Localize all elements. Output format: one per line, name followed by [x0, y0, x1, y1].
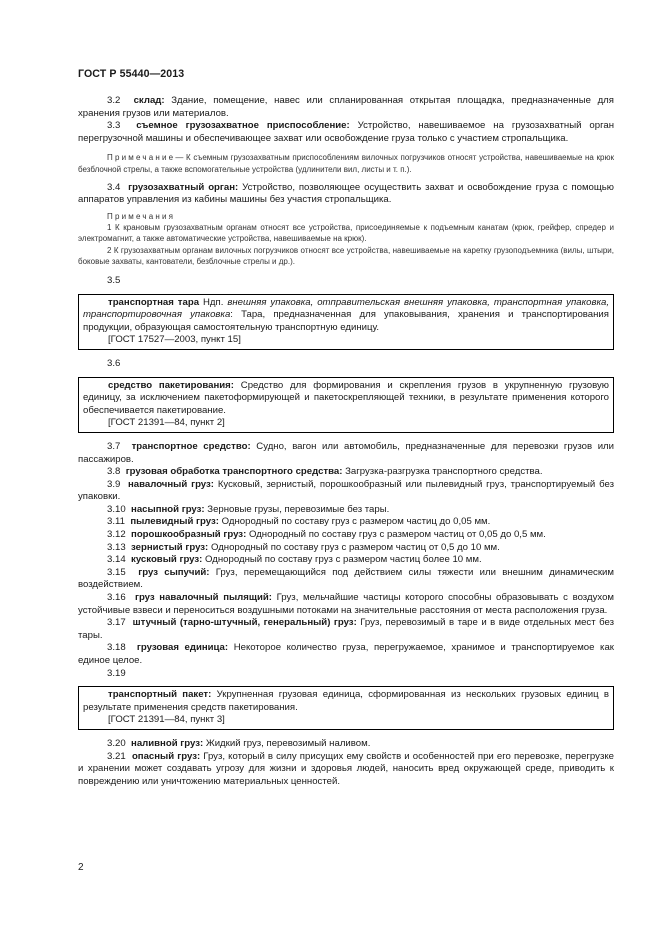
- definition: : Тара, предназначенная для упаковывания, хранения и транспортирования продукции, образующая самостоятельную транспортную единицу.: [83, 309, 609, 333]
- note-text: — К съемным грузозахватным приспособлениям вилочных погрузчиков относят устройства, навешиваемые на крюк безблочной стрелы, а также вспомогательные устройства (удлинители вил, листы и т. п.).: [78, 153, 614, 174]
- term-box-3-6: [78, 377, 614, 433]
- term: опасный груз:: [131, 750, 201, 762]
- entry-number: 3.6: [107, 357, 121, 369]
- term: грузовая обработка транспортного средства:: [125, 466, 343, 478]
- entry-3-15: 3.15 груз сыпучий: Груз, перемещающийся под действием силы тяжести или внешним динамическим воздействием.: [78, 566, 614, 591]
- entry-3-20: 3.20 наливной груз: Жидкий груз, перевозимый наливом.: [107, 737, 371, 749]
- entry-number: 3.19: [107, 667, 126, 679]
- entry-3-12: 3.12 порошкообразный груз: Однородный по составу груз с размером частиц от 0,05 до 0,5 мм.: [107, 529, 546, 541]
- definition: Судно, вагон или автомобиль, предназначенные для перевозки грузов или пассажиров.: [78, 440, 615, 465]
- term: насыпной груз:: [131, 503, 205, 515]
- note-label: Примечание: [107, 153, 176, 163]
- term: транспортная тара: [108, 296, 200, 308]
- entry-3-17: 3.17 штучный (тарно-штучный, генеральный) груз: Груз, перевозимый в таре и в виде отдельных мест без тары.: [78, 617, 614, 641]
- note-2: 2 К грузозахватным органам вилочных погрузчиков относят все устройства, навешиваемые на каретку грузоподъемника (вилы, штыри, боковые захваты, кантователи, безблочные стрелы и др.).: [78, 245, 614, 266]
- note-3-3: [78, 152, 614, 174]
- definition: Устройство, позволяющее осуществить захват и освобождение груза с помощью аппаратов управления из кабины машины без участия стропальщика.: [78, 181, 614, 206]
- definition: Однородный по составу груз с размером частиц от 0,05 до 0,5 мм.: [248, 529, 546, 541]
- definition: Жидкий груз, перевозимый наливом.: [205, 737, 371, 749]
- entry-3-3: 3.3 съемное грузозахватное приспособление: Устройство, навешиваемое на грузозахватный орган перегрузочной машины и обеспечивающее захват или освобождение груза только с участием стропальщика.: [78, 120, 614, 144]
- term: пылевидный груз:: [130, 516, 219, 528]
- entry-3-11: 3.11 пылевидный груз: Однородный по составу груз с размером частиц до 0,05 мм.: [107, 516, 491, 528]
- definition: Однородный по составу груз с размером частиц до 0,05 мм.: [221, 516, 491, 528]
- term: штучный (тарно-штучный, генеральный) груз:: [132, 617, 357, 629]
- term: грузозахватный орган:: [128, 181, 239, 193]
- term-box-3-5: [78, 294, 614, 350]
- term: транспортный пакет:: [108, 689, 212, 701]
- term: навалочный груз:: [127, 478, 214, 490]
- entry-3-19: [83, 689, 609, 714]
- entry-3-18: 3.18 грузовая единица: Некоторое количество груза, перегружаемое, хранимое и транспортируемое как единое целое.: [78, 642, 615, 667]
- document-body: [78, 95, 614, 788]
- source-reference: [ГОСТ 17527—2003, пункт 15]: [108, 334, 241, 346]
- definition: Груз, перевозимый в таре и в виде отдельных мест без тары.: [78, 617, 614, 641]
- term: кусковый груз:: [131, 554, 203, 566]
- entry-3-10: 3.10 насыпной груз: Зерновые грузы, перевозимые без тары.: [107, 503, 390, 515]
- entry-3-4: 3.4 грузозахватный орган: Устройство, позволяющее осуществить захват и освобождение груза с помощью аппаратов управления из кабины машины без участия стропальщика.: [78, 181, 614, 206]
- note-1: 1 К крановым грузозахватным органам относят все устройства, присоединяемые к подъемным канатам (крюк, грейфер, спредер и электромагнит, а также автоматические устройства, навешиваемые на крюк).: [78, 223, 614, 244]
- term: порошкообразный груз:: [131, 529, 247, 541]
- entry-3-6: [83, 380, 609, 418]
- term: транспортное средство:: [131, 440, 251, 452]
- definition: Средство для формирования и скрепления грузов в укрупненную грузовую единицу, за исключением пакетоформирующей и пакетоскрепляющей техники, в результате применения которого обеспечивается пакетирование.: [83, 379, 609, 416]
- entry-3-5: [83, 297, 609, 335]
- entry-3-13: 3.13 зернистый груз: Однородный по составу груз с размером частиц от 0,5 до 10 мм.: [107, 541, 500, 553]
- definition: Груз, перемещающийся под действием силы тяжести или внешним динамическим воздействием.: [78, 566, 614, 591]
- definition: Здание, помещение, навес или спланированная открытая площадка, предназначенные для хранения грузов или материалов.: [78, 95, 614, 119]
- entry-3-9: 3.9 навалочный груз: Кусковый, зернистый, порошкообразный или пылевидный груз, транспортируемый без упаковки.: [78, 478, 614, 503]
- term: наливной груз:: [131, 737, 204, 749]
- entry-3-14: 3.14 кусковый груз: Однородный по составу груз с размером частиц более 10 мм.: [107, 554, 482, 566]
- deprecated-terms: внешняя упаковка, отправительская внешняя упаковка, транспортная упаковка, транспортировочная упаковка: [83, 296, 609, 321]
- definition: Однородный по составу груз с размером частиц более 10 мм.: [205, 554, 482, 566]
- source-reference: [ГОСТ 21391—84, пункт 2]: [108, 417, 225, 429]
- source-reference: [ГОСТ 21391—84, пункт 3]: [108, 714, 225, 726]
- definition: Зерновые грузы, перевозимые без тары.: [207, 503, 390, 515]
- term: груз навалочный пылящий:: [134, 592, 272, 604]
- entry-3-2: 3.2 склад: Здание, помещение, навес или спланированная открытая площадка, предназначенные для хранения грузов или материалов.: [78, 95, 614, 119]
- entry-3-8: 3.8 грузовая обработка транспортного средства: Загрузка-разгрузка транспортного средства.: [107, 466, 543, 478]
- entry-3-21: 3.21 опасный груз: Груз, который в силу присущих ему свойств и особенностей при его перевозке, перегрузке и хранении может создавать угрозу для жизни и здоровья людей, наносить вред окружающей среде, приводить к повреждению или уничтожению материальных ценностей.: [78, 750, 614, 787]
- term: грузовая единица:: [136, 642, 229, 654]
- term: склад:: [133, 95, 165, 106]
- definition: Устройство, навешиваемое на грузозахватный орган перегрузочной машины и обеспечивающее захват или освобождение груза только с участием стропальщика.: [78, 120, 614, 144]
- term: съемное грузозахватное приспособление:: [136, 120, 350, 132]
- term: груз сыпучий:: [138, 566, 210, 578]
- entry-3-16: 3.16 груз навалочный пылящий: Груз, мельчайшие частицы которого способны образовывать с воздухом устойчивые взвеси и переноситься воздушными потоками на значительные расстояния от места расположения груза.: [78, 592, 615, 616]
- definition: Укрупненная грузовая единица, сформированная из нескольких грузовых единиц в результате применения средств пакетирования.: [83, 689, 609, 713]
- definition: Груз, который в силу присущих ему свойств и особенностей при его перевозке, перегрузке и хранении может создавать угрозу для жизни и здоровья людей, наносить вред окружающей среде, приводить к повреждению или уничтожению материальных ценностей.: [78, 750, 614, 787]
- ndp-label: Ндп.: [203, 296, 224, 308]
- definition: Груз, мельчайшие частицы которого способны образовывать с воздухом устойчивые взвеси и переноситься воздушными потоками на значительные расстояния от места расположения груза.: [78, 592, 615, 616]
- definition: Загрузка-разгрузка транспортного средства.: [345, 466, 543, 478]
- term: средство пакетирования:: [108, 379, 234, 391]
- definition: Кусковый, зернистый, порошкообразный или пылевидный груз, транспортируемый без упаковки.: [78, 478, 614, 503]
- entry-number: 3.5: [107, 274, 121, 286]
- term: зернистый груз:: [131, 541, 209, 553]
- definition: Некоторое количество груза, перегружаемое, хранимое и транспортируемое как единое целое.: [78, 642, 615, 667]
- term-box-3-19: [78, 686, 614, 730]
- notes-label: Примечания: [107, 211, 176, 221]
- entry-3-7: 3.7 транспортное средство: Судно, вагон или автомобиль, предназначенные для перевозки грузов или пассажиров.: [78, 440, 615, 465]
- page-number: 2: [78, 862, 84, 873]
- definition: Однородный по составу груз с размером частиц от 0,5 до 10 мм.: [210, 541, 500, 553]
- document-code: ГОСТ Р 55440—2013: [78, 68, 185, 80]
